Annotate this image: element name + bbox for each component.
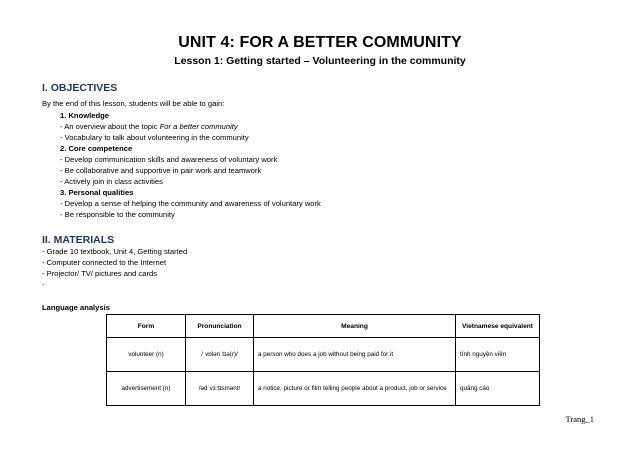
lesson-subtitle: Lesson 1: Getting started – Volunteering in the community: [174, 55, 466, 67]
materials-item-3: - Projector/ TV/ pictures and cards: [42, 269, 158, 278]
table-header-row: [107, 315, 540, 338]
header-meaning: Meaning: [254, 315, 456, 338]
materials-heading: II. MATERIALS: [42, 234, 115, 246]
page-footer: Trang_1: [565, 414, 594, 424]
cell-vietnamese: quảng cáo: [456, 372, 540, 406]
language-analysis-table: [106, 314, 540, 406]
objectives-heading: I. OBJECTIVES: [42, 82, 118, 94]
cell-meaning: a person who does a job without being paid for it: [254, 338, 456, 372]
knowledge-item-1-topic: For a better community: [159, 122, 238, 131]
table-row: [107, 372, 540, 406]
header-vietnamese: Vietnamese equivalent: [456, 315, 540, 338]
personal-qualities-heading: 3. Personal qualities: [60, 188, 134, 197]
cell-pronunciation: /ˌvɒlənˈtɪə(r)/: [186, 338, 254, 372]
unit-title: UNIT 4: FOR A BETTER COMMUNITY: [178, 34, 462, 51]
objectives-intro: By the end of this lesson, students will be able to gain:: [42, 99, 225, 108]
cell-form: volunteer (n): [107, 338, 186, 372]
materials-item-1: - Grade 10 textbook, Unit 4, Getting started: [42, 247, 188, 256]
knowledge-heading: 1. Knowledge: [60, 111, 109, 120]
core-item-1: - Develop communication skills and awareness of voluntary work: [60, 155, 278, 164]
knowledge-item-1-prefix: - An overview about the topic: [60, 122, 160, 131]
cell-vietnamese: tình nguyện viên: [456, 338, 540, 372]
header-form: Form: [107, 315, 186, 338]
materials-item-2: - Computer connected to the Internet: [42, 258, 167, 267]
personal-item-2: - Be responsible to the community: [60, 210, 175, 219]
table-row: [107, 338, 540, 372]
header-pronunciation: Pronunciation: [186, 315, 254, 338]
knowledge-item-1: [60, 122, 238, 132]
knowledge-item-2: - Vocabulary to talk about volunteering in the community: [60, 133, 249, 142]
core-competence-heading: 2. Core competence: [60, 144, 133, 153]
cell-meaning: a notice, picture or film telling people about a product, job or service: [254, 372, 456, 406]
core-item-2: - Be collaborative and supportive in pair work and teamwork: [60, 166, 262, 175]
cell-form: advertisement (n): [107, 372, 186, 406]
cell-pronunciation: /ədˈvɜːtɪsmənt/: [186, 372, 254, 406]
language-analysis-title: Language analysis: [42, 303, 110, 312]
personal-item-1: - Develop a sense of helping the community and awareness of voluntary work: [60, 199, 321, 208]
materials-item-4: -: [42, 280, 45, 289]
core-item-3: - Actively join in class activities: [60, 177, 163, 186]
